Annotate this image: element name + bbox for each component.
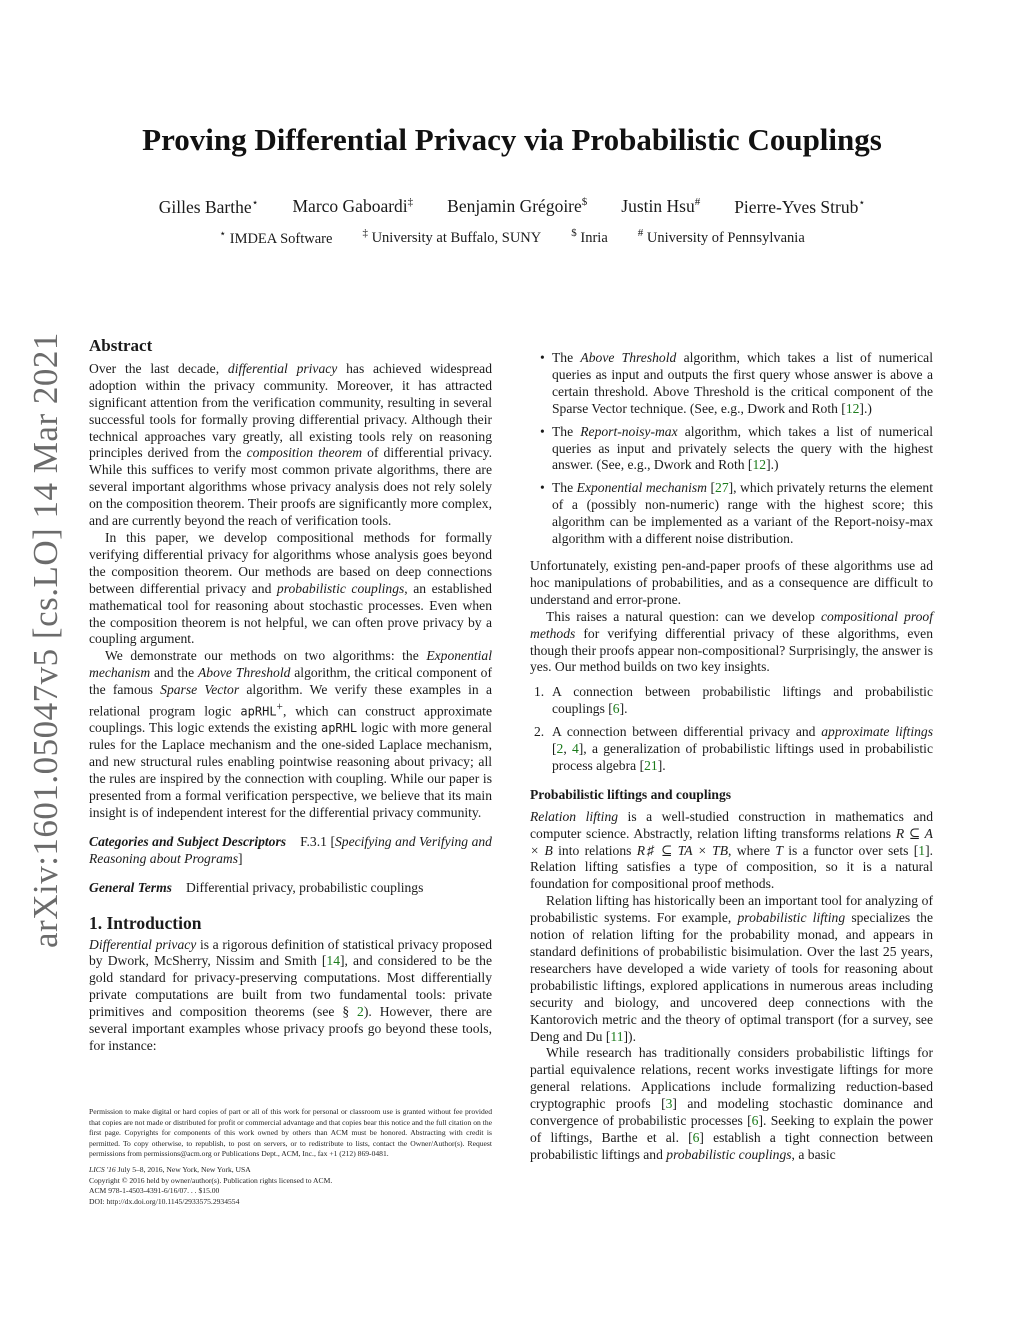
isbn-line: ACM 978-1-4503-4391-6/16/07. . . $15.00 [89, 1186, 220, 1196]
paper-title: Proving Differential Privacy via Probabilistic Couplings [142, 122, 882, 157]
list-item: 2. A connection between differential privacy and approximate liftings [2, 4], a generalization of probabilistic liftings used in probabilistic process algebra [21]. [534, 724, 933, 773]
left-column [89, 338, 492, 1055]
copyright-line: Copyright © 2016 held by owner/author(s). Publication rights licensed to ACM. [89, 1175, 333, 1185]
citation-link[interactable]: 6 [612, 701, 620, 717]
citation-link[interactable]: 12 [845, 400, 860, 416]
author: Pierre-Yves Strub⋆ [734, 196, 866, 217]
abstract-heading: Abstract [89, 336, 153, 355]
citation-link[interactable]: 1 [918, 842, 926, 858]
intro-paragraph: This raises a natural question: can we develop compositional proof methods for verifying differential privacy of these algorithms, even though their proofs appear non-compositional? Surprisingly, the answer is yes. Our method builds on two key insights. [530, 608, 933, 675]
math-expression: R♯ ⊆ TA × TB [636, 842, 729, 858]
doi-line: DOI: http://dx.doi.org/10.1145/2933575.2934554 [89, 1196, 240, 1206]
citation-link[interactable]: 14 [326, 953, 341, 969]
author: Gilles Barthe⋆ [158, 196, 259, 217]
arxiv-identifier: arXiv:1601.05047v5 [cs.LO] 14 Mar 2021 [26, 332, 65, 948]
right-column [530, 342, 933, 1164]
bullet-icon: • [540, 350, 545, 365]
citation-link[interactable]: 3 [665, 1096, 673, 1112]
categories-descriptors: Categories and Subject Descriptors F.3.1 [Specifying and Verifying and Reasoning about Programs] [89, 833, 492, 866]
intro-paragraph: Unfortunately, existing pen-and-paper proofs of these algorithms use ad hoc manipulations of probabilities, and as a consequence are difficult to understand and error-prone. [530, 557, 933, 607]
copyright-footnote [89, 1107, 492, 1207]
bullet-icon: • [540, 480, 545, 496]
abstract-paragraph: Over the last decade, differential privacy has achieved widespread adoption within the privacy community. Moreover, it has attracted significant attention from the verification community, resulting in several successful tools for formally proving differential privacy. Although their technical approaches vary greatly, all existing tools rely on reasoning principles derived from the composition theorem of differential privacy. While this suffices to verify most common private algorithms, there are several important algorithms whose privacy analysis does not rely solely on the composition theorem. Their proofs are significantly more complex, and are currently beyond the reach of verification tools. [89, 360, 492, 529]
citation-link[interactable]: 27 [715, 480, 729, 496]
author: Marco Gaboardi‡ [292, 196, 414, 216]
permission-notice: Permission to make digital or hard copies of part or all of this work for personal or classroom use is granted without fee provided that copies are not made or distributed for profit or commercial advantage and that copies bear this notice and the full citation on the first page. Copyrights for components of this work owned by others than ACM must be honored. Abstracting with credit is permitted. To copy otherwise, to republish, to post on servers, or to redistribute to lists, contact the Owner/Author(s). Request permissions from permissions@acm.org or Publications Dept., ACM, Inc., fax +1 (212) 869-0481. [89, 1107, 492, 1159]
math-expression: R ⊆ A × B [530, 825, 933, 858]
citation-link[interactable]: 21 [644, 757, 658, 773]
general-terms: General Terms Differential privacy, probabilistic couplings [89, 879, 424, 895]
author-list [0, 196, 1024, 218]
list-item: • The Exponential mechanism [27], which privately returns the element of a (possibly non-numeric) range with the highest score; this algorithm can be implemented as a variant of the Report-noisy-max algorithm with a different noise distribution. [540, 480, 933, 547]
citation-link[interactable]: 12 [752, 457, 767, 473]
section-link[interactable]: 2 [357, 1004, 364, 1020]
affiliation-list [0, 227, 1024, 248]
body-paragraph: While research has traditionally considers probabilistic liftings for partial equivalence relations, recent works investigate liftings for more general relations. Applications include formalizing reduction-based cryptographic proofs [3] and modeling stochastic dominance and convergence of probabilistic processes [6]. Seeking to explain the power of liftings, Barthe et al. [6] establish a tight connection between probabilistic liftings and probabilistic couplings, a basic [530, 1045, 933, 1162]
citation-link[interactable]: 2 [556, 741, 564, 757]
citation-link[interactable]: 11 [610, 1028, 624, 1044]
affiliation: # University of Pennsylvania [637, 227, 805, 246]
body-paragraph: Relation lifting has historically been an important tool for analyzing of probabilistic systems. For example, probabilistic lifting specializes the notion of relation lifting for the probability monad, and appears in standard definitions of probabilistic bisimulation. Over the last 25 years, researchers have developed a wide variety of tools for reasoning about probabilistic liftings, explored applications in numerous areas including security and biology, and uncovered deep connections with the Kantorovich metric and the theory of optimal transport (for a survey, see Deng and Du [11]). [530, 893, 934, 1044]
list-item: 1. A connection between probabilistic liftings and probabilistic couplings [6]. [534, 684, 933, 717]
affiliation: ⋆ IMDEA Software [219, 228, 333, 247]
citation-link[interactable]: 6 [692, 1129, 700, 1145]
list-item: • The Above Threshold algorithm, which takes a list of numerical queries as input and outputs the first query whose answer is above a certain threshold. Above Threshold is the critical component of the Sparse Vector technique. (See, e.g., Dwork and Roth [12].) [540, 350, 933, 416]
affiliation: $ Inria [571, 227, 608, 246]
author: Justin Hsu# [621, 196, 701, 216]
intro-paragraph: Differential privacy is a rigorous definition of statistical privacy proposed by Dwork, McSherry, Nissim and Smith [14], and considered to be the gold standard for privacy-preserving computations. Most differentially private computations are built from two fundamental tools: private primitives and composition theorems (see § 2). However, there are several important examples whose privacy proofs go beyond these tools, for instance: [89, 936, 492, 1053]
math-expression: T [775, 842, 783, 858]
abstract-paragraph: We demonstrate our methods on two algorithms: the Exponential mechanism and the Above Threshold algorithm, the critical component of the famous Sparse Vector algorithm. We verify these examples in a relational program logic apRHL+, which can construct approximate couplings. This logic extends the existing apRHL logic with more general rules for the Laplace mechanism and the one-sided Laplace mechanism, and new structural rules enabling pointwise reasoning about privacy; all the rules are inspired by the connection with coupling. While our paper is presented from a formal verification perspective, we believe that its main insight is of independent interest for the differential privacy community. [89, 648, 492, 820]
body-paragraph: Relation lifting is a well-studied construction in mathematics and computer science. Abstractly, relation lifting transforms relations R ⊆ A × B into relations R♯ ⊆ TA × TB, where T is a functor over sets [1]. Relation lifting satisfies a type of composition, so it is a natural foundation for compositional proof methods. [530, 808, 933, 892]
citation-link[interactable]: 4 [571, 741, 579, 757]
venue-line: LICS '16 July 5–8, 2016, New York, New York, USA [89, 1164, 251, 1174]
list-item: • The Report-noisy-max algorithm, which takes a list of numerical queries as input and privately selects the query with the highest answer. (See, e.g., Dwork and Roth [12].) [540, 423, 933, 473]
section-heading-introduction: 1. Introduction [89, 912, 202, 933]
insight-numbered-list [530, 684, 933, 775]
affiliation: ‡ University at Buffalo, SUNY [362, 227, 542, 246]
abstract-paragraph: In this paper, we develop compositional methods for formally verifying differential privacy for algorithms whose analysis goes beyond the composition theorem. Our methods are based on deep connections between differential privacy and probabilistic couplings, an established mathematical tool for reasoning about stochastic processes. Even when the composition theorem is not helpful, we can often prove privacy by a coupling argument. [89, 529, 492, 647]
subsection-heading-liftings: Probabilistic liftings and couplings [530, 786, 732, 802]
algorithm-bullet-list [530, 350, 933, 548]
bullet-icon: • [540, 423, 545, 439]
author: Benjamin Grégoire$ [447, 196, 588, 216]
citation-link[interactable]: 6 [751, 1113, 759, 1129]
